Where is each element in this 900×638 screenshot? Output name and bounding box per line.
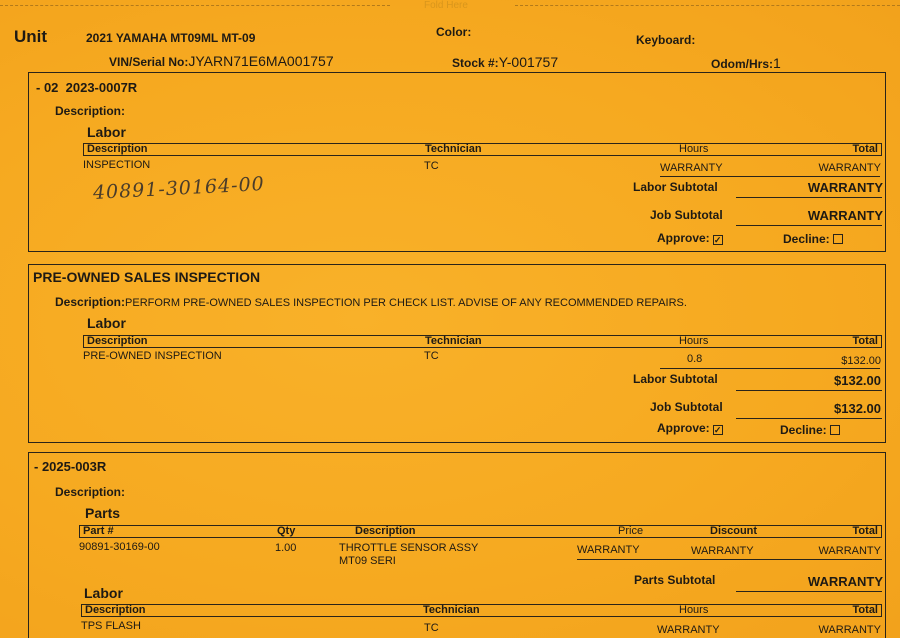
odom-value: 1 (773, 55, 781, 71)
row-technician: TC (424, 160, 439, 172)
row-price: WARRANTY (577, 544, 640, 556)
vin-value: JYARN71E6MA001757 (188, 53, 334, 69)
job2-labor-subtotal-label: Labor Subtotal (633, 372, 718, 386)
col-total: Total (852, 525, 878, 537)
col-description: Description (87, 335, 148, 347)
row-description: PRE-OWNED INSPECTION (83, 350, 222, 362)
job3-parts-label: Parts (85, 505, 121, 521)
row-technician: TC (424, 622, 439, 634)
vin-label: VIN/Serial No: (109, 55, 189, 69)
job2-labor-label: Labor (87, 315, 126, 331)
job1-job-subtotal-label: Job Subtotal (650, 208, 723, 222)
stock-field (452, 54, 558, 70)
job1-labor-label: Labor (87, 124, 126, 140)
job3-labor-label: Labor (84, 585, 123, 601)
handwritten-part-number: 40891-30164-00 (92, 173, 266, 204)
fold-label: Fold Here (424, 0, 468, 11)
job3-parts-subtotal-label: Parts Subtotal (634, 573, 716, 587)
col-part-number: Part # (83, 525, 114, 537)
job1-approve[interactable] (657, 231, 723, 245)
color-label: Color: (436, 25, 472, 39)
job2-description (55, 295, 687, 309)
row-hours: 0.8 (687, 353, 703, 365)
job1-labor-table-header (83, 143, 882, 156)
row-description-line1: THROTTLE SENSOR ASSY (339, 542, 479, 554)
job1-title-prefix: - 02 (36, 80, 59, 95)
fold-line-right (515, 5, 900, 6)
stock-value: Y-001757 (498, 54, 559, 70)
col-total: Total (852, 335, 878, 347)
job2-job-subtotal-label: Job Subtotal (650, 400, 723, 414)
decline-label: Decline: (783, 232, 830, 246)
job2-labor-table-header (83, 335, 882, 348)
col-hours: Hours (679, 335, 709, 347)
job3-title: - 2025-003R (34, 459, 107, 474)
job2-title: PRE-OWNED SALES INSPECTION (33, 269, 261, 285)
job1-job-subtotal: WARRANTY (807, 208, 883, 223)
unit-vehicle: 2021 YAMAHA MT09ML MT-09 (86, 31, 256, 45)
job2-description-label: Description: (55, 295, 126, 309)
keyboard-label: Keyboard: (636, 33, 696, 47)
job1-title-code: 2023-0007R (65, 80, 138, 95)
col-technician: Technician (425, 143, 482, 155)
row-total: WARRANTY (818, 624, 881, 636)
approve-label: Approve: (657, 421, 710, 435)
col-description: Description (355, 525, 416, 537)
divider (736, 197, 882, 198)
row-qty: 1.00 (275, 542, 297, 554)
approve-label: Approve: (657, 231, 710, 245)
row-hours: WARRANTY (657, 624, 720, 636)
job2-decline[interactable] (780, 423, 840, 437)
col-technician: Technician (423, 604, 480, 616)
col-price: Price (618, 525, 644, 537)
decline-checkbox[interactable] (830, 425, 840, 435)
col-qty: Qty (277, 525, 296, 537)
divider (736, 591, 882, 592)
col-total: Total (852, 143, 878, 155)
col-discount: Discount (710, 525, 758, 537)
approve-checkbox[interactable]: ✓ (713, 235, 722, 245)
job2-labor-subtotal: $132.00 (834, 373, 881, 388)
job1-labor-subtotal: WARRANTY (807, 180, 883, 195)
job3-description-label: Description: (55, 485, 126, 499)
row-total: WARRANTY (818, 162, 881, 174)
unit-label: Unit (14, 27, 48, 46)
divider (736, 225, 882, 226)
odom-label: Odom/Hrs: (711, 57, 774, 71)
divider (736, 418, 882, 419)
divider (660, 176, 880, 177)
col-hours: Hours (679, 143, 709, 155)
job1-labor-subtotal-label: Labor Subtotal (633, 180, 718, 194)
col-description: Description (85, 604, 146, 616)
vin-field (109, 53, 334, 69)
job2-description-text: PERFORM PRE-OWNED SALES INSPECTION PER CHECK LIST. ADVISE OF ANY RECOMMENDED REPAIRS. (125, 297, 687, 309)
job1-title (36, 80, 137, 95)
row-description: INSPECTION (83, 159, 151, 171)
decline-checkbox[interactable] (833, 234, 843, 244)
odom-field (711, 55, 781, 71)
row-part-number: 90891-30169-00 (79, 541, 160, 553)
job3-parts-subtotal: WARRANTY (807, 574, 883, 589)
row-description-line2: MT09 SERI (339, 555, 396, 567)
job3-parts-table-header (79, 525, 882, 538)
job1-description-label: Description: (55, 104, 126, 118)
col-total: Total (852, 604, 878, 616)
row-total: WARRANTY (818, 545, 881, 557)
row-description: TPS FLASH (81, 620, 141, 632)
row-hours: WARRANTY (660, 162, 723, 174)
divider (736, 390, 882, 391)
col-hours: Hours (679, 604, 709, 616)
job3-labor-table-header (81, 604, 882, 617)
job1-decline[interactable] (783, 232, 843, 246)
fold-line-left (0, 5, 390, 6)
row-total: $132.00 (841, 355, 881, 367)
divider (660, 368, 880, 369)
divider (577, 559, 882, 560)
row-discount: WARRANTY (691, 545, 754, 557)
approve-checkbox[interactable]: ✓ (713, 425, 722, 435)
row-technician: TC (424, 350, 439, 362)
col-technician: Technician (425, 335, 482, 347)
stock-label: Stock #: (452, 56, 499, 70)
job2-job-subtotal: $132.00 (834, 401, 881, 416)
decline-label: Decline: (780, 423, 827, 437)
col-description: Description (87, 143, 148, 155)
job2-approve[interactable] (657, 421, 723, 435)
